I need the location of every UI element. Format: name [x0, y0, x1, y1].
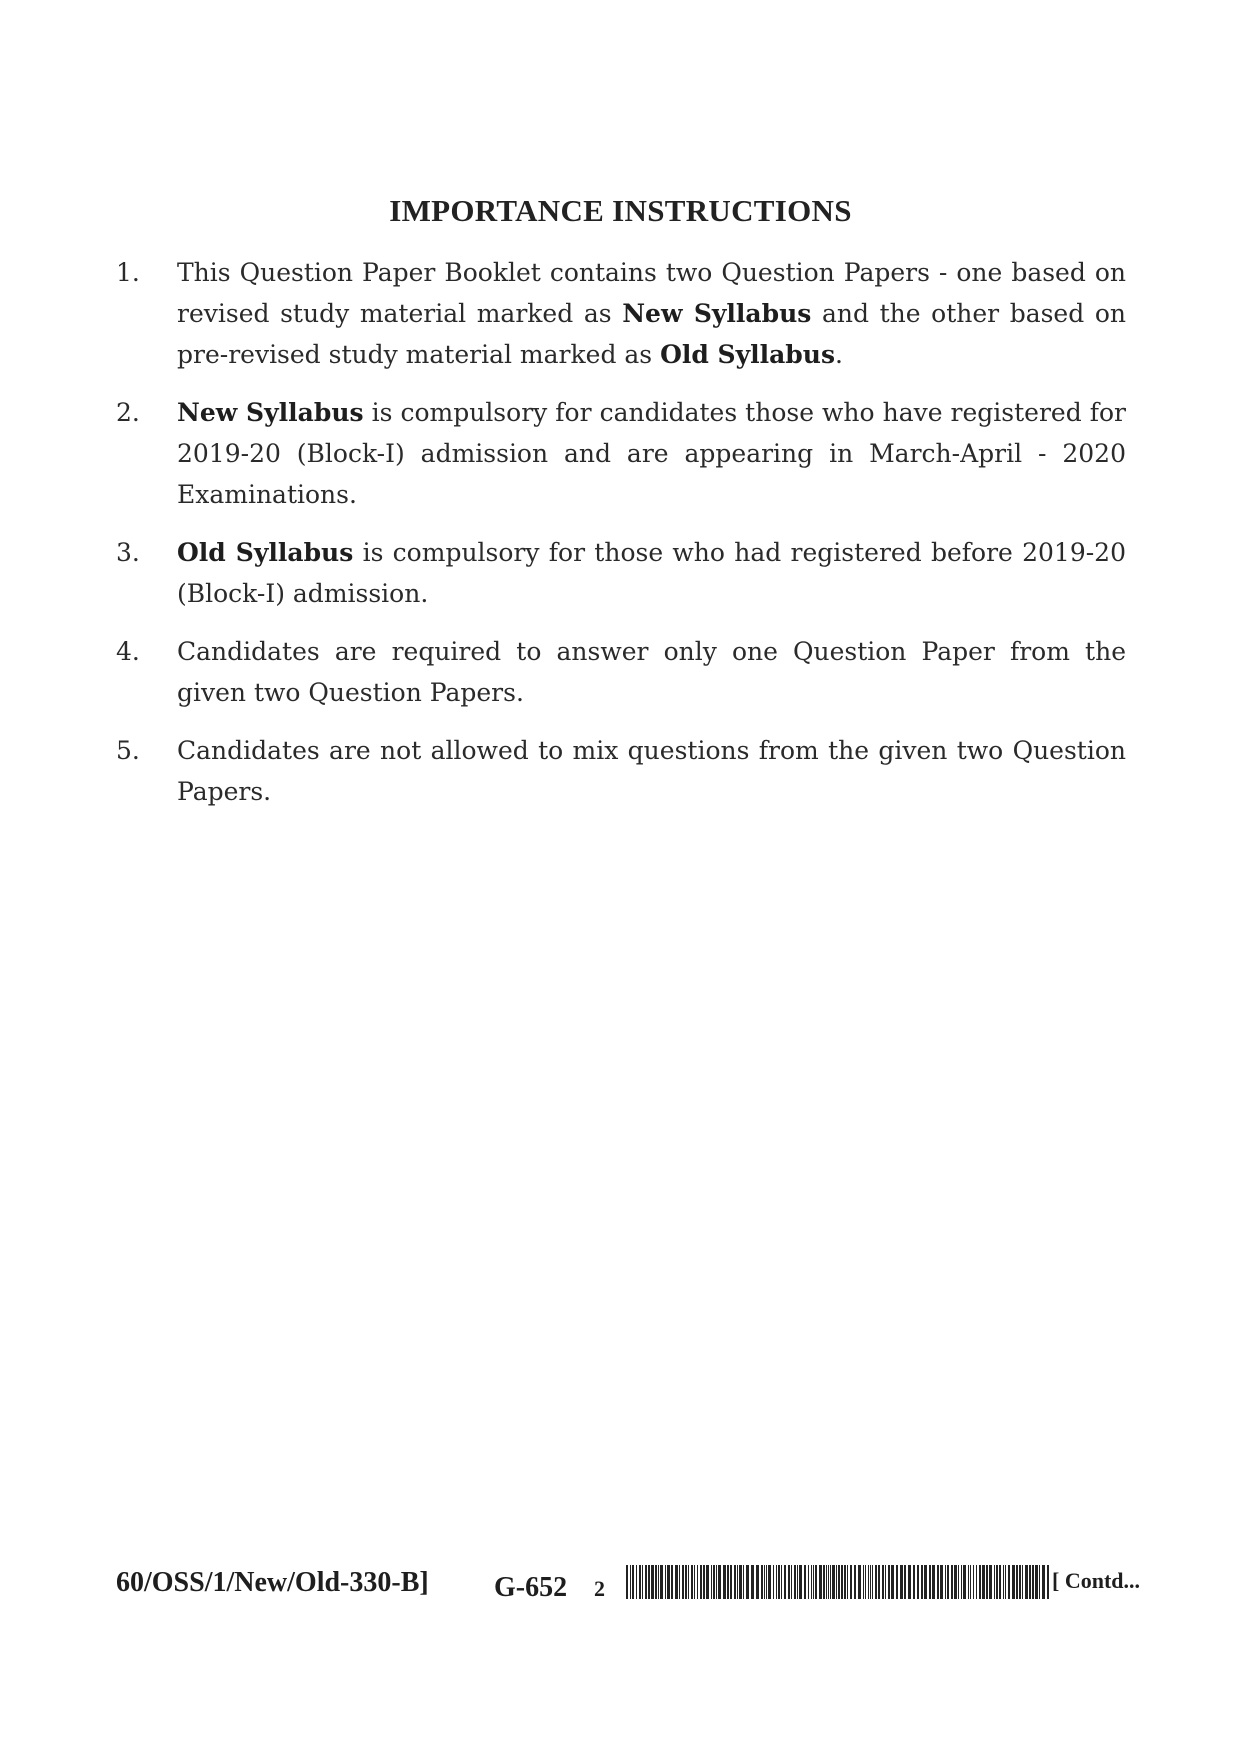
instruction-text [177, 392, 1126, 515]
barcode-bar [718, 1565, 721, 1599]
barcode-bar [791, 1565, 792, 1599]
barcode-bar [1003, 1565, 1004, 1599]
barcode-bar [1039, 1565, 1040, 1599]
barcode-bar [691, 1565, 693, 1599]
instruction-fragment: and the other based on pre-revised study material marked as [177, 299, 1126, 369]
barcode-bar [768, 1565, 771, 1599]
instruction-number: 1. [116, 258, 140, 287]
barcode-bar [630, 1565, 631, 1599]
barcode-bar [904, 1565, 906, 1599]
barcode-bar [913, 1565, 915, 1599]
barcode-bar [973, 1565, 974, 1599]
barcode-bar [784, 1565, 786, 1599]
barcode-bar [703, 1565, 705, 1599]
barcode-bar [804, 1565, 806, 1599]
barcode-bar [639, 1565, 641, 1599]
barcode-bar [665, 1565, 666, 1599]
barcode-bar [739, 1565, 742, 1599]
barcode-bar [844, 1565, 846, 1599]
barcode-bar [632, 1565, 634, 1599]
instruction-number: 3. [116, 538, 140, 567]
barcode-bar [924, 1565, 927, 1599]
barcode-bar [811, 1565, 812, 1599]
barcode-bar [868, 1565, 869, 1599]
barcode-bar [929, 1565, 931, 1599]
page-number: 2 [594, 1576, 605, 1601]
barcode-bar [685, 1565, 687, 1599]
barcode-bar [761, 1565, 763, 1599]
barcode-bar [917, 1565, 919, 1599]
barcode-bar [982, 1565, 985, 1599]
barcode-bar [1042, 1565, 1045, 1599]
barcode-bar [838, 1565, 840, 1599]
barcode-bar [940, 1565, 943, 1599]
barcode-bar [713, 1565, 715, 1599]
barcode-bar [679, 1565, 680, 1599]
barcode-bar [847, 1565, 848, 1599]
barcode-bar [891, 1565, 894, 1599]
barcode-bar [888, 1565, 890, 1599]
barcode-bar [863, 1565, 864, 1599]
instruction-number: 5. [116, 736, 140, 765]
instruction-item [116, 532, 1126, 614]
instruction-fragment: . [835, 340, 843, 369]
barcode-bar [921, 1565, 923, 1599]
barcode-bar [954, 1565, 957, 1599]
instruction-fragment: This Question Paper Booklet contains two Question Papers - one based on revised study material marked as [177, 258, 1126, 328]
barcode-bar [958, 1565, 959, 1599]
barcode-bar [1025, 1565, 1028, 1599]
barcode-bar [823, 1565, 825, 1599]
instruction-item [116, 631, 1126, 713]
barcode-bar [727, 1565, 729, 1599]
barcode-bar [1032, 1565, 1034, 1599]
barcode-bar [832, 1565, 835, 1599]
barcode-bar [1047, 1565, 1049, 1599]
footer [116, 1565, 1141, 1611]
barcode-bar [858, 1565, 861, 1599]
instruction-fragment: Candidates are required to answer only one Question Paper from the given two Question Papers. [177, 637, 1126, 707]
barcode-bar [778, 1565, 780, 1599]
barcode-bar [655, 1565, 657, 1599]
instructions-list [116, 252, 1126, 829]
barcode-bar [815, 1565, 817, 1599]
barcode-bar [700, 1565, 702, 1599]
barcode-bar [872, 1565, 873, 1599]
barcode-bar [976, 1565, 977, 1599]
barcode-bar [828, 1565, 829, 1599]
barcode-bar [788, 1565, 790, 1599]
barcode-bar [764, 1565, 765, 1599]
barcode-bar [660, 1565, 663, 1599]
barcode-bar [642, 1565, 643, 1599]
barcode-bar [885, 1565, 886, 1599]
barcode-bar [865, 1565, 866, 1599]
barcode-bar [797, 1565, 798, 1599]
barcode-bar [875, 1565, 877, 1599]
instruction-text [177, 730, 1126, 812]
barcode-bar [830, 1565, 831, 1599]
barcode-bar [836, 1565, 837, 1599]
barcode-bar [688, 1565, 689, 1599]
barcode-bar [626, 1565, 628, 1599]
barcode-bar [870, 1565, 871, 1599]
instruction-text [177, 631, 1126, 713]
barcode-bar [781, 1565, 782, 1599]
instruction-text [177, 252, 1126, 375]
instruction-emphasis: New Syllabus [177, 398, 364, 427]
barcode-bar [716, 1565, 717, 1599]
barcode-bar [945, 1565, 946, 1599]
barcode-bar [937, 1565, 939, 1599]
barcode-bar [682, 1565, 684, 1599]
barcode-bar [1019, 1565, 1021, 1599]
barcode-bar [808, 1565, 809, 1599]
instruction-fragment: is compulsory for those who had registered before 2019-20 (Block-I) admission. [177, 538, 1126, 608]
barcode-bar [826, 1565, 827, 1599]
barcode-bar [799, 1565, 802, 1599]
barcode-bar [743, 1565, 744, 1599]
instruction-fragment: is compulsory for candidates those who have registered for 2019-20 (Block-I) admission and are appearing in March-April - 2020 Examinations. [177, 398, 1126, 509]
barcode-bar [882, 1565, 884, 1599]
barcode-bar [746, 1565, 749, 1599]
barcode-bar [961, 1565, 962, 1599]
instruction-emphasis: Old Syllabus [177, 538, 354, 567]
barcode-bar [1029, 1565, 1031, 1599]
barcode-bar [896, 1565, 898, 1599]
barcode-bar [658, 1565, 659, 1599]
barcode-bar [908, 1565, 911, 1599]
instruction-fragment: Candidates are not allowed to mix questions from the given two Question Papers. [177, 736, 1126, 806]
barcode-bar [999, 1565, 1001, 1599]
instruction-item [116, 730, 1126, 812]
barcode-bar [878, 1565, 880, 1599]
barcode-bar [854, 1565, 856, 1599]
barcode-bar [730, 1565, 732, 1599]
barcode-bar [711, 1565, 712, 1599]
paper-series: G-652 [494, 1572, 568, 1603]
barcode-bar [1035, 1565, 1038, 1599]
barcode-bar [841, 1565, 843, 1599]
barcode-bar [979, 1565, 981, 1599]
instruction-number: 2. [116, 398, 140, 427]
barcode-bar [645, 1565, 647, 1599]
barcode-bar [850, 1565, 852, 1599]
instruction-emphasis: New Syllabus [622, 299, 812, 328]
barcode-bar [671, 1565, 673, 1599]
barcode-bar [697, 1565, 698, 1599]
barcode-bar [751, 1565, 754, 1599]
barcode-icon [626, 1565, 1051, 1599]
barcode-bar [1005, 1565, 1006, 1599]
barcode-bar [766, 1565, 767, 1599]
barcode-bar [1022, 1565, 1023, 1599]
barcode-bar [986, 1565, 988, 1599]
barcode-bar [675, 1565, 678, 1599]
instruction-item [116, 252, 1126, 375]
barcode-bar [951, 1565, 953, 1599]
continued-label: [ Contd... [1052, 1568, 1141, 1593]
barcode-bar [651, 1565, 654, 1599]
instruction-item [116, 392, 1126, 515]
barcode-bar [994, 1565, 995, 1599]
barcode-bar [734, 1565, 736, 1599]
instruction-text [177, 532, 1126, 614]
barcode-bar [694, 1565, 695, 1599]
barcode-bar [737, 1565, 738, 1599]
barcode-bar [794, 1565, 797, 1599]
barcode-bar [989, 1565, 992, 1599]
barcode-bar [773, 1565, 774, 1599]
barcode-bar [813, 1565, 814, 1599]
barcode-bar [756, 1565, 759, 1599]
barcode-bar [1008, 1565, 1010, 1599]
barcode-bar [963, 1565, 966, 1599]
barcode-bar [970, 1565, 971, 1599]
paper-code: 60/OSS/1/New/Old-330-B] [116, 1567, 429, 1598]
barcode-bar [947, 1565, 949, 1599]
instruction-emphasis: Old Syllabus [660, 340, 836, 369]
barcode-bar [900, 1565, 903, 1599]
instruction-number: 4. [116, 637, 140, 666]
barcode-bar [706, 1565, 709, 1599]
barcode-bar [776, 1565, 777, 1599]
barcode-bar [819, 1565, 822, 1599]
barcode-bar [723, 1565, 726, 1599]
barcode-bar [636, 1565, 637, 1599]
page-title: IMPORTANCE INSTRUCTIONS [389, 193, 852, 228]
barcode-bar [648, 1565, 650, 1599]
barcode-bar [667, 1565, 670, 1599]
barcode-bar [932, 1565, 935, 1599]
barcode-bar [1012, 1565, 1015, 1599]
barcode-bar [996, 1565, 998, 1599]
barcode-bar [1016, 1565, 1018, 1599]
barcode-bar [968, 1565, 969, 1599]
